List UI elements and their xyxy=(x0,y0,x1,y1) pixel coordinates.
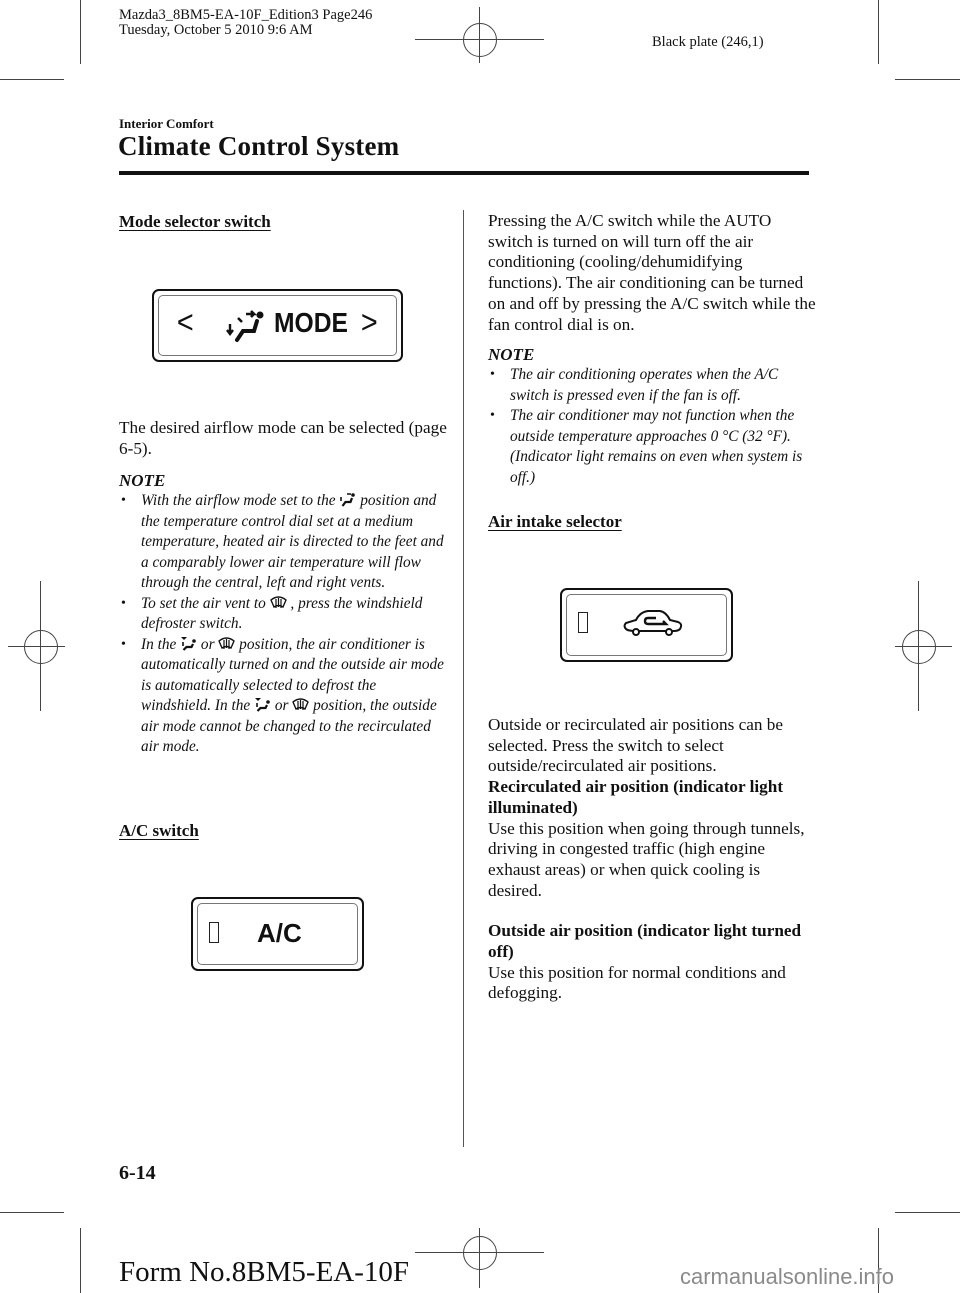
registration-mark xyxy=(902,630,936,664)
air-intake-text xyxy=(488,715,818,1004)
section-kicker: Interior Comfort xyxy=(119,116,214,131)
defroster-icon xyxy=(218,636,235,651)
ac-switch-body: Pressing the A/C switch while the AUTO switch is turned on will turn off the air conditioning (cooling/dehumidifying functions). The air conditioning can be turned on and off by pressing the A/C switch while the fan control dial is on. xyxy=(488,211,816,334)
ac-switch-heading: A/C switch xyxy=(119,821,199,840)
air-intake-body: Outside or recirculated air positions can be selected. Press the switch to select outside/recirculated air positions. xyxy=(488,715,783,776)
recirculated-heading: Recirculated air position (indicator light illuminated) xyxy=(488,777,784,817)
mode-label: MODE xyxy=(274,307,348,338)
recirculated-body: Use this position when going through tunnels, driving in congested traffic (high engine exhaust areas) or when quick cooling is desired. xyxy=(488,818,805,900)
outside-air-body: Use this position for normal conditions and defogging. xyxy=(488,962,786,1003)
floor-defrost-mode-icon xyxy=(254,697,271,712)
mode-selector-heading: Mode selector switch xyxy=(119,212,271,231)
page-number: 6-14 xyxy=(119,1162,156,1184)
note-label: NOTE xyxy=(119,471,166,491)
ac-label: A/C xyxy=(257,918,302,948)
note-item: • To set the air vent to , press the windshield defroster switch. xyxy=(119,594,449,635)
black-plate-label: Black plate (246,1) xyxy=(652,34,764,50)
ac-notes xyxy=(488,365,818,488)
note-item: • With the airflow mode set to the position and the temperature control dial set at a medium temperature, heated air is directed to the feet and a comparably lower air temperature will flow through the central, left and right vents. xyxy=(119,491,449,594)
crop-mark xyxy=(0,79,64,80)
crop-mark xyxy=(80,0,81,64)
mode-left-arrow: < xyxy=(176,304,194,340)
watermark: carmanualsonline.info xyxy=(680,1264,895,1289)
floor-vent-mode-icon xyxy=(339,492,356,507)
note-item: • The air conditioner may not function when the outside temperature approaches 0 °C (32 °F). (Indicator light remains on even when system is off.) xyxy=(488,406,818,488)
mode-selector-notes xyxy=(119,491,449,758)
mode-right-arrow: > xyxy=(360,304,378,340)
crop-mark xyxy=(895,79,960,80)
air-intake-illustration xyxy=(560,588,733,662)
print-date-line: Tuesday, October 5 2010 9:6 AM xyxy=(119,22,313,38)
defroster-icon xyxy=(270,595,287,610)
mode-switch-illustration xyxy=(152,289,403,362)
crop-mark xyxy=(878,0,879,64)
print-header-meta xyxy=(119,8,372,38)
crop-mark xyxy=(80,1228,81,1293)
mode-selector-text xyxy=(119,418,449,758)
indicator-light xyxy=(209,922,219,943)
print-file-line: Mazda3_8BM5-EA-10F_Edition3 Page246 xyxy=(119,7,373,23)
indicator-light xyxy=(578,612,588,633)
title-rule xyxy=(119,171,809,175)
column-divider xyxy=(463,210,464,1147)
defroster-icon xyxy=(292,697,309,712)
note-item: • In the or position, the air conditioner is automatically turned on and the outside air mode is automatically selected to defrost the windshield. In the or position, the outside air mode cannot be changed to the recirculated air mode. xyxy=(119,635,449,758)
registration-mark xyxy=(24,630,58,664)
airflow-mode-icon xyxy=(226,310,266,344)
form-number: Form No.8BM5-EA-10F xyxy=(119,1256,410,1288)
registration-mark xyxy=(463,1236,497,1270)
mode-selector-body: The desired airflow mode can be selected (page 6-5). xyxy=(119,418,447,458)
air-intake-heading: Air intake selector xyxy=(488,512,622,531)
right-column xyxy=(488,211,818,488)
page-title: Climate Control System xyxy=(118,131,400,161)
note-label: NOTE xyxy=(488,345,535,365)
crop-mark xyxy=(0,1212,64,1213)
outside-air-heading: Outside air position (indicator light turned off) xyxy=(488,921,802,962)
recirculation-car-icon xyxy=(622,610,684,640)
crop-mark xyxy=(895,1212,960,1213)
ac-switch-illustration xyxy=(191,897,364,971)
left-column xyxy=(119,210,449,234)
note-item: • The air conditioning operates when the A/C switch is pressed even if the fan is off. xyxy=(488,365,818,406)
registration-mark xyxy=(463,23,497,57)
floor-defrost-mode-icon xyxy=(180,636,197,651)
